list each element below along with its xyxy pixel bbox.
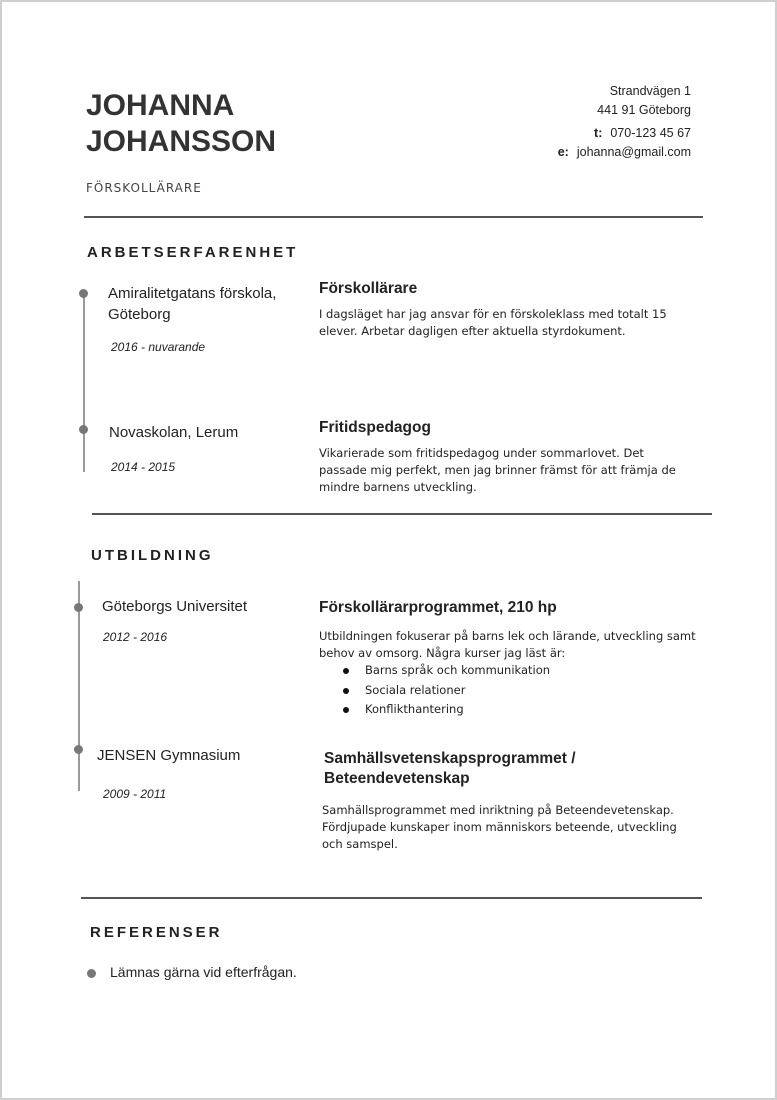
bullet-icon [343, 668, 349, 674]
references-text: Lämnas gärna vid efterfrågan. [110, 964, 297, 980]
timeline-dot [79, 425, 88, 434]
experience-description: Vikarierade som fritidspedagog under sommarlovet. Det passade mig perfekt, men jag brinner främst för att främja de mindre barnens utveckling. [319, 446, 676, 494]
experience-place: Novaskolan, Lerum [109, 424, 239, 441]
email-label: e: [557, 145, 569, 159]
job-title: FÖRSKOLLÄRARE [86, 181, 202, 195]
email-address: johanna@gmail.com [576, 145, 691, 159]
timeline-dot [74, 603, 83, 612]
experience-role: Förskollärare [319, 280, 418, 297]
list-item: Barns språk och kommunikation [343, 661, 550, 681]
phone-number: 070-123 45 67 [610, 126, 691, 140]
timeline-dot [79, 289, 88, 298]
email-row [558, 143, 691, 162]
timeline-dot [74, 745, 83, 754]
header-divider [84, 216, 703, 218]
education-divider [81, 897, 702, 899]
experience-years: 2014 - 2015 [111, 460, 176, 474]
course-list [343, 661, 550, 720]
education-timeline [78, 581, 80, 791]
education-place: JENSEN Gymnasium [97, 747, 241, 764]
education-description: Utbildningen fokuserar på barns lek och lärande, utveckling samt behov av omsorg. Några kurser jag läst är: [319, 629, 696, 660]
education-years: 2009 - 2011 [103, 787, 167, 801]
references-heading: REFERENSER [90, 924, 223, 941]
bullet-icon [343, 688, 349, 694]
phone-row [558, 124, 691, 143]
education-description: Samhällsprogrammet med inriktning på Beteendevetenskap. Fördjupade kunskaper inom människors beteende, utveckling och samspel. [322, 803, 677, 851]
bullet-icon [343, 707, 349, 713]
experience-heading: ARBETSERFARENHET [87, 244, 299, 261]
experience-timeline [83, 290, 85, 472]
contact-block [558, 82, 691, 162]
name-line-2: JOHANSSON [86, 125, 277, 158]
education-place: Göteborgs Universitet [102, 598, 248, 615]
experience-description: I dagsläget har jag ansvar för en förskoleklass med totalt 15 elever. Arbetar dagligen efter aktuella styrdokument. [319, 307, 667, 338]
address-line-2: 441 91 Göteborg [597, 103, 691, 117]
education-years: 2012 - 2016 [103, 630, 168, 644]
education-program: Förskollärarprogrammet, 210 hp [319, 599, 557, 616]
experience-divider [92, 513, 712, 515]
education-heading: UTBILDNING [91, 547, 214, 564]
experience-place: Amiralitetgatans förskola, Göteborg [108, 285, 277, 323]
experience-role: Fritidspedagog [319, 419, 431, 436]
address-line-1: Strandvägen 1 [609, 84, 691, 98]
phone-label: t: [594, 126, 603, 140]
name-line-1: JOHANNA [86, 89, 235, 122]
bullet-icon [87, 969, 96, 978]
education-program: Samhällsvetenskapsprogrammet / Beteendevetenskap [324, 750, 576, 787]
candidate-name [86, 88, 276, 160]
list-item: Sociala relationer [343, 681, 550, 701]
experience-years: 2016 - nuvarande [111, 340, 206, 354]
list-item: Konflikthantering [343, 700, 550, 720]
